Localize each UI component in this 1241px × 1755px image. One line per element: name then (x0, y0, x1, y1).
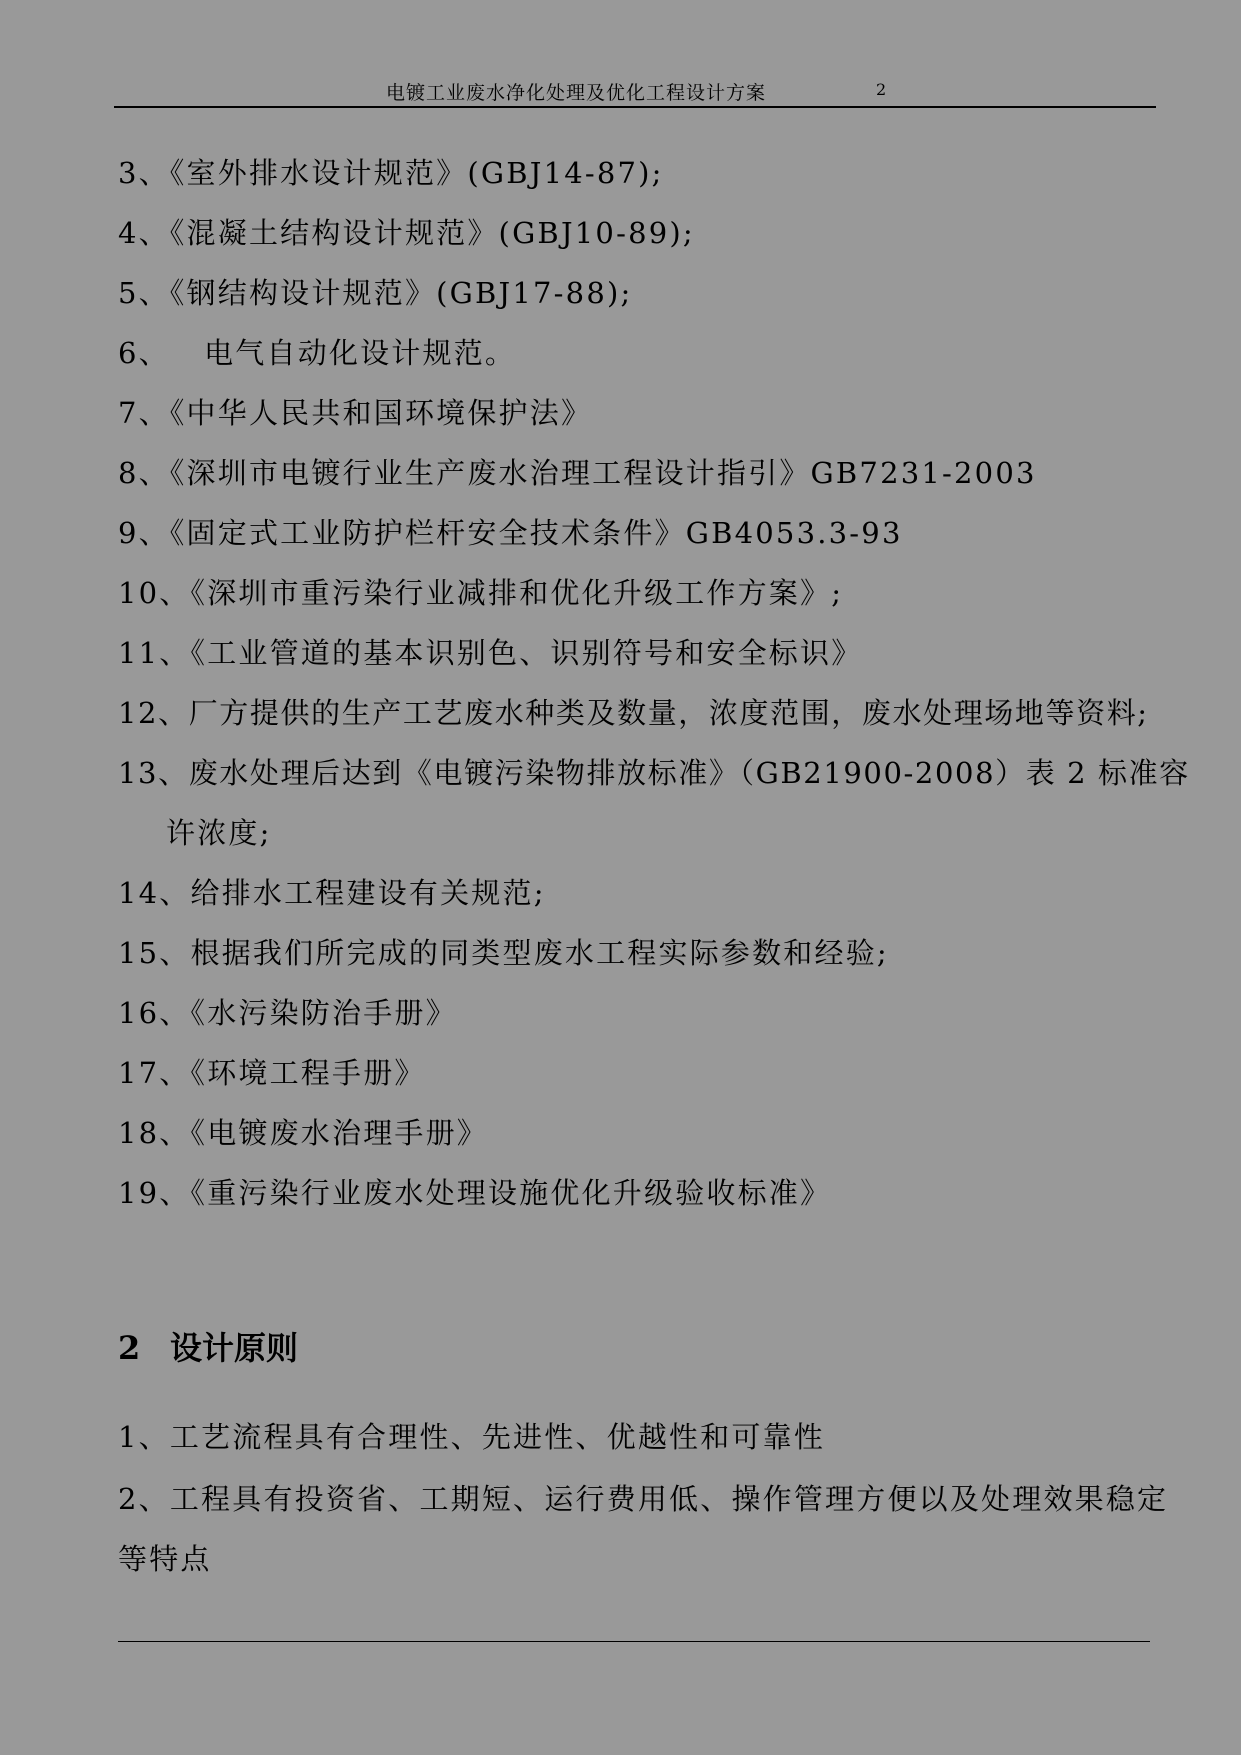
basis-item-7: 7、《中华人民共和国环境保护法》 (118, 396, 593, 430)
basis-item-4: 4、《混凝土结构设计规范》(GBJ10-89); (118, 216, 695, 250)
section-number: 2 (118, 1329, 141, 1367)
basis-item-19: 19、《重污染行业废水处理设施优化升级验收标准》 (118, 1176, 832, 1210)
section-heading (118, 1328, 298, 1368)
basis-item-13: 13、废水处理后达到《电镀污染物排放标准》（GB21900-2008）表 2 标准容 (118, 756, 1190, 790)
basis-item-5: 5、《钢结构设计规范》(GBJ17-88); (118, 276, 633, 310)
basis-item-6: 6、 电气自动化设计规范。 (118, 336, 517, 370)
principle-1: 1、工艺流程具有合理性、先进性、优越性和可靠性 (118, 1420, 826, 1454)
basis-item-8: 8、《深圳市电镀行业生产废水治理工程设计指引》GB7231-2003 (118, 456, 1037, 490)
page-header (114, 70, 1156, 108)
basis-item-13-continued: 许浓度; (166, 816, 272, 850)
basis-item-11: 11、《工业管道的基本识别色、识别符号和安全标识》 (118, 636, 863, 670)
header-title: 电镀工业废水净化处理及优化工程设计方案 (386, 82, 767, 104)
basis-item-9: 9、《固定式工业防护栏杆安全技术条件》GB4053.3-93 (118, 516, 903, 550)
basis-item-18: 18、《电镀废水治理手册》 (118, 1116, 489, 1150)
basis-item-16: 16、《水污染防治手册》 (118, 996, 457, 1030)
basis-item-10: 10、《深圳市重污染行业减排和优化升级工作方案》; (118, 576, 844, 610)
section-title: 设计原则 (170, 1329, 299, 1367)
basis-item-14: 14、给排水工程建设有关规范; (118, 876, 546, 910)
footer-divider (118, 1641, 1150, 1642)
header-page-number: 2 (876, 80, 887, 99)
basis-item-3: 3、《室外排水设计规范》(GBJ14-87); (118, 156, 664, 190)
principle-2-continued: 等特点 (118, 1542, 212, 1576)
principle-2: 2、工程具有投资省、工期短、运行费用低、操作管理方便以及处理效果稳定 (118, 1482, 1169, 1516)
basis-item-15: 15、根据我们所完成的同类型废水工程实际参数和经验; (118, 936, 889, 970)
basis-item-12: 12、厂方提供的生产工艺废水种类及数量，浓度范围，废水处理场地等资料; (118, 696, 1149, 730)
basis-item-17: 17、《环境工程手册》 (118, 1056, 426, 1090)
